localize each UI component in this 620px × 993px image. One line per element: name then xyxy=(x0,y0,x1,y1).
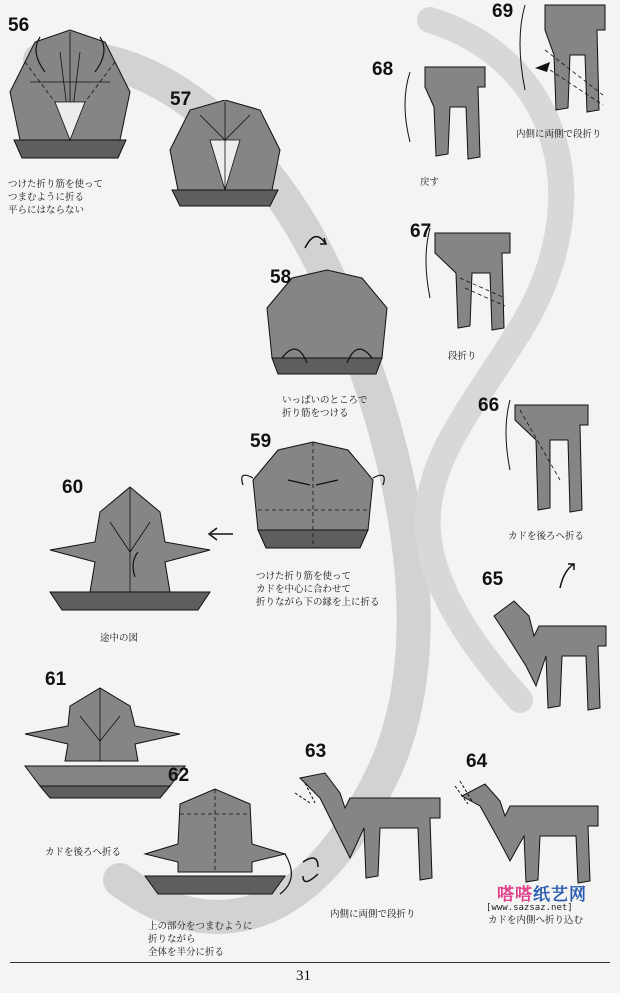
step-69-caption: 内側に両側で段折り xyxy=(516,129,602,140)
step-58-caption: いっぱいのところで 折り筋をつける xyxy=(282,395,368,419)
step-69-figure xyxy=(515,0,615,125)
step-62-number: 62 xyxy=(168,765,190,786)
step-67-caption: 段折り xyxy=(448,351,477,362)
step-62-caption: 上の部分をつまむように 折りながら 全体を半分に折る xyxy=(148,921,253,958)
step-65-figure xyxy=(484,596,614,726)
step-60-caption: 途中の図 xyxy=(100,633,139,644)
step-56-caption: つけた折り筋を使って つまむように折る 平らにはならない xyxy=(8,179,104,216)
step-64-figure xyxy=(450,776,610,896)
step-67-number: 67 xyxy=(410,221,432,242)
step-66-number: 66 xyxy=(478,395,500,416)
step-62-figure xyxy=(140,784,300,909)
step-68-caption: 戻す xyxy=(420,177,440,188)
step-65-number: 65 xyxy=(482,569,504,590)
step-59-figure xyxy=(238,440,388,565)
step-61-caption: カドを後ろへ折る xyxy=(45,847,122,858)
watermark-logo: 嗒嗒纸艺网 xyxy=(497,885,587,905)
step-63-caption: 内側に両側で段折り xyxy=(330,909,416,920)
step-59-number: 59 xyxy=(250,431,272,452)
step-66-figure xyxy=(500,400,600,525)
step-63-number: 63 xyxy=(305,741,327,762)
page-number: 31 xyxy=(296,968,311,984)
step-60-number: 60 xyxy=(62,477,84,498)
step-58-number: 58 xyxy=(270,267,292,288)
step-66-caption: カドを後ろへ折る xyxy=(508,531,585,542)
watermark-url: [www.sazsaz.net] xyxy=(486,903,573,913)
turn-over-icon xyxy=(300,228,330,258)
rotate-icon xyxy=(298,852,324,888)
step-57-number: 57 xyxy=(170,89,192,110)
footer-rule xyxy=(10,962,610,963)
step-67-figure xyxy=(420,228,520,348)
step-68-figure xyxy=(400,62,500,172)
step-61-number: 61 xyxy=(45,669,67,690)
step-56-figure xyxy=(0,22,140,172)
step-68-number: 68 xyxy=(372,59,394,80)
step-64-caption: カドを内側へ折り込む xyxy=(488,915,584,926)
step-60-figure xyxy=(40,482,220,622)
step-59-caption: つけた折り筋を使って カドを中心に合わせて 折りながら下の縁を上に折る xyxy=(256,571,380,608)
step-69-number: 69 xyxy=(492,1,514,22)
step-56-number: 56 xyxy=(8,15,30,36)
step-64-number: 64 xyxy=(466,751,488,772)
arrow-up-icon xyxy=(556,560,580,590)
step-57-figure xyxy=(160,100,290,220)
